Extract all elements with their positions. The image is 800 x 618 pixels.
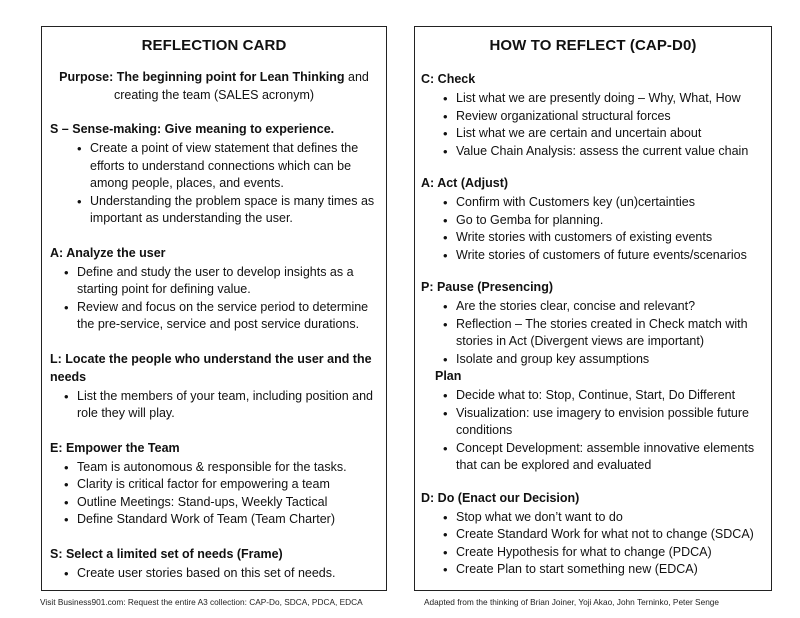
list-item: • Decide what to: Stop, Continue, Start, Do Different: [456, 387, 763, 405]
plan-subheading: Plan: [435, 369, 462, 383]
footer-left-note: Visit Business901.com: Request the entire A3 collection: CAP-Do, SDCA, PDCA, EDCA: [40, 597, 363, 607]
list-item: • Team is autonomous & responsible for the tasks.: [77, 459, 378, 477]
section-check: [415, 70, 771, 160]
list-item: • Are the stories clear, concise and relevant?: [456, 298, 763, 316]
section-heading: S – Sense-making: Give meaning to experience.: [50, 122, 335, 136]
section-select-needs: [42, 545, 386, 583]
section-heading: S: Select a limited set of needs (Frame): [50, 546, 283, 561]
list-item: • Define and study the user to develop insights as a starting point for defining value.: [77, 264, 378, 299]
section-heading: A: Analyze the user: [50, 245, 166, 260]
list-item: • Reflection – The stories created in Check match with stories in Act (Divergent views are important): [456, 316, 763, 351]
list-item: • Visualization: use imagery to envision possible future conditions: [456, 405, 763, 440]
purpose-description: and creating the team (SALES acronym): [113, 70, 369, 102]
reflection-card: [41, 26, 387, 591]
list-item: • Create Plan to start something new (EDCA): [456, 561, 763, 579]
list-item: • Write stories with customers of existing events: [456, 229, 763, 247]
list-item: • Outline Meetings: Stand-ups, Weekly Tactical: [77, 494, 378, 512]
section-pause: [415, 278, 771, 475]
list-item: • Review organizational structural forces: [456, 108, 763, 126]
section-locate-people: [42, 350, 386, 423]
footer-right-note: Adapted from the thinking of Brian Joiner, Yoji Akao, John Terninko, Peter Senge: [424, 597, 720, 607]
list-item: • Value Chain Analysis: assess the current value chain: [456, 143, 763, 161]
list-item: • List what we are presently doing – Why, What, How: [456, 90, 763, 108]
section-heading: P: Pause (Presencing): [421, 280, 553, 294]
section-heading: C: Check: [421, 72, 476, 86]
section-heading: D: Do (Enact our Decision): [421, 490, 580, 505]
list-item: • Define Standard Work of Team (Team Charter): [77, 511, 378, 529]
list-item: • Concept Development: assemble innovative elements that can be explored and evaluated: [456, 440, 763, 475]
list-item: • Review and focus on the service period to determine the pre-service, service and post service durations.: [77, 299, 378, 334]
section-analyze-user: [42, 244, 386, 334]
list-item: • Isolate and group key assumptions: [456, 351, 763, 369]
list-item: • Confirm with Customers key (un)certainties: [456, 194, 763, 212]
section-empower-team: [42, 439, 386, 529]
section-heading: L: Locate the people who understand the user and the needs: [50, 351, 372, 384]
list-item: • Write stories of customers of future events/scenarios: [456, 247, 763, 265]
purpose-label: Purpose: The beginning point for Lean Thinking: [59, 70, 345, 84]
card-title: REFLECTION CARD: [141, 37, 287, 54]
section-heading: E: Empower the Team: [50, 440, 180, 455]
list-item: • Clarity is critical factor for empowering a team: [77, 476, 378, 494]
list-item: • List what we are certain and uncertain about: [456, 125, 763, 143]
list-item: • Create Standard Work for what not to change (SDCA): [456, 526, 763, 544]
purpose-text: [52, 68, 376, 104]
list-item: • Stop what we don’t want to do: [456, 509, 763, 527]
list-item: • List the members of your team, including position and role they will play.: [77, 388, 378, 423]
list-item: • Go to Gemba for planning.: [456, 212, 763, 230]
list-item: • Create a point of view statement that defines the efforts to understand connections which can be among people, places, and events.: [90, 140, 378, 193]
list-item: • Create Hypothesis for what to change (PDCA): [456, 544, 763, 562]
card-title: HOW TO REFLECT (CAP-D0): [489, 37, 697, 54]
list-item: • Create user stories based on this set of needs.: [77, 565, 378, 583]
list-item: • Understanding the problem space is many times as important as understanding the user.: [90, 193, 378, 228]
section-act: [415, 174, 771, 264]
section-heading: A: Act (Adjust): [421, 176, 509, 190]
how-to-reflect-card: [414, 26, 772, 591]
section-do: [415, 489, 771, 579]
section-sense-making: [42, 120, 386, 228]
